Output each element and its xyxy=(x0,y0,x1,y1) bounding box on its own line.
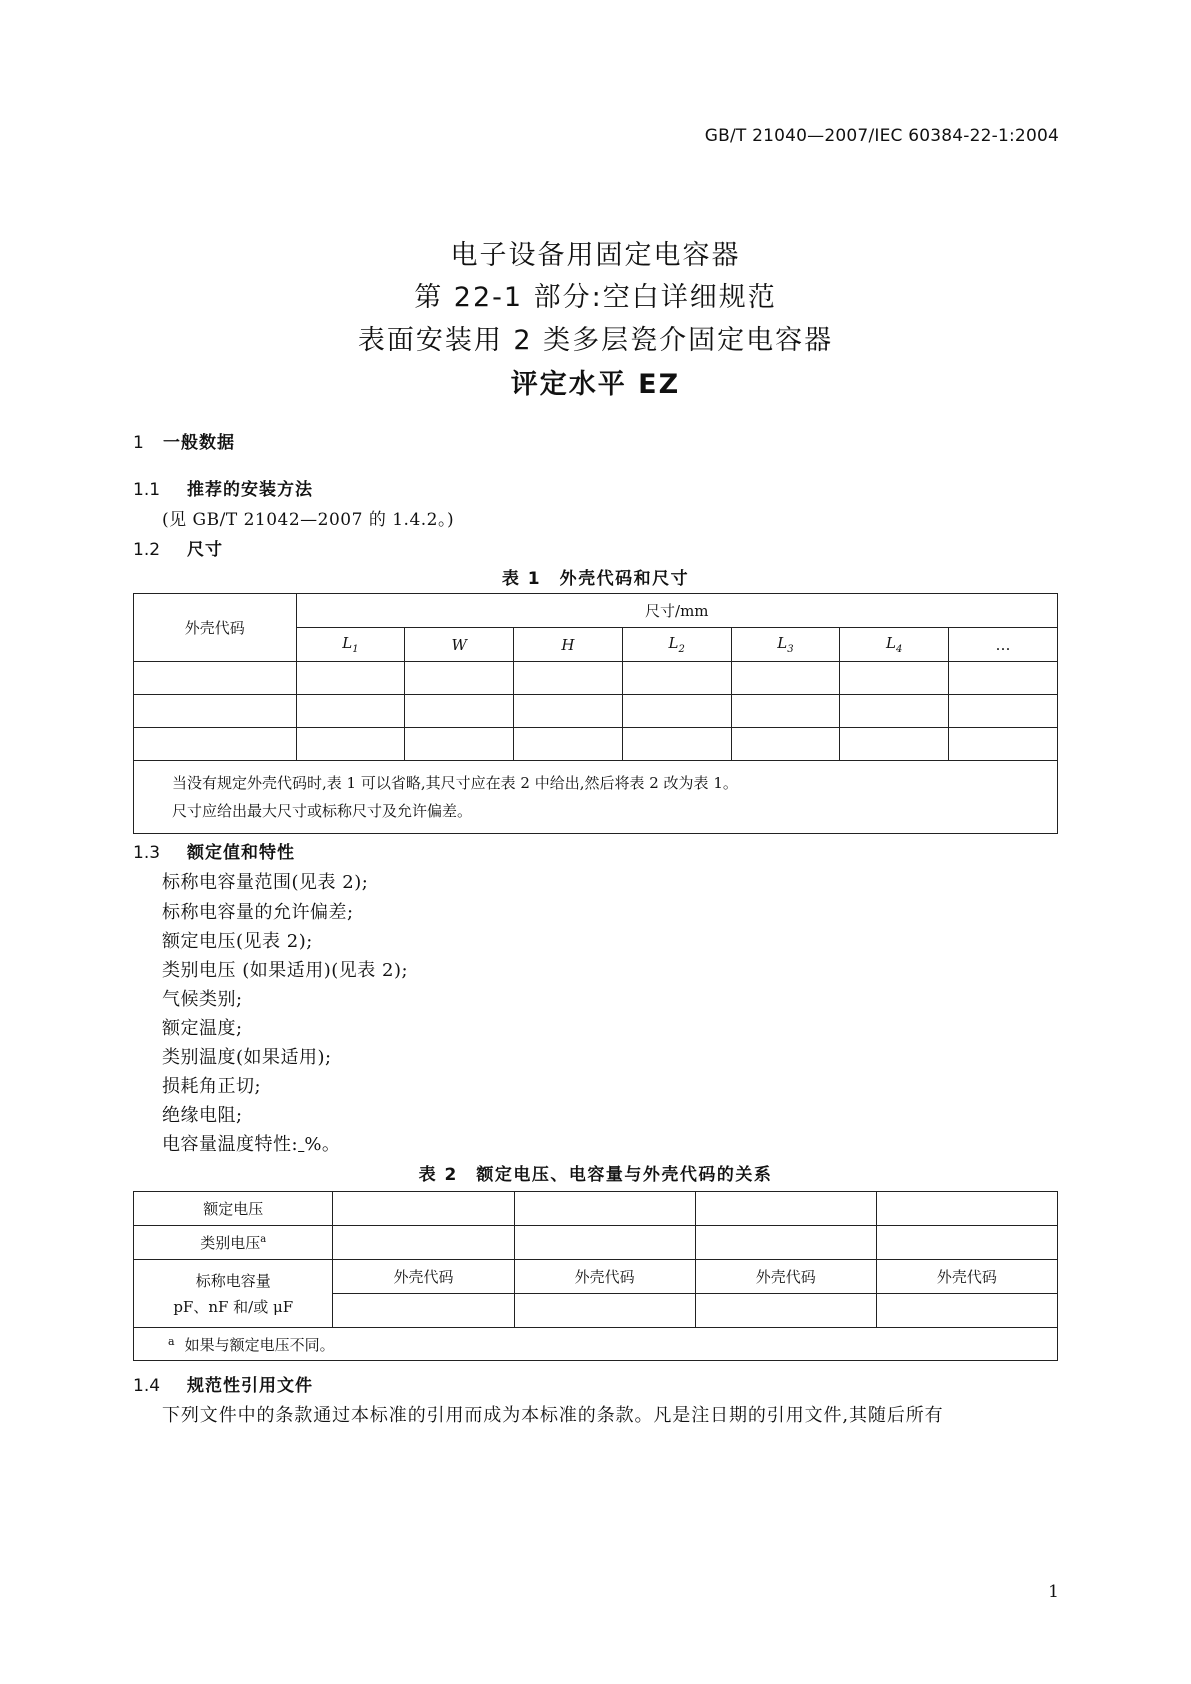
section-number: 1.4 xyxy=(133,1376,161,1396)
section-1-heading xyxy=(133,428,235,453)
table-1-note-1: 当没有规定外壳代码时,表 1 可以省略,其尺寸应在表 2 中给出,然后将表 2 改为表 1。 xyxy=(172,774,738,792)
category-voltage-label: 类别电压$^a$ xyxy=(134,1226,333,1260)
col-l2: $L_2$ xyxy=(622,628,731,662)
section-title: 额定值和特性 xyxy=(187,843,295,863)
section-number: 1 xyxy=(133,433,144,453)
section-title: 规范性引用文件 xyxy=(187,1376,313,1396)
characteristic-item-temp xyxy=(162,1130,340,1156)
section-1-2-heading xyxy=(133,535,223,560)
table-1-row-header: 外壳代码 xyxy=(134,594,297,662)
table-1 xyxy=(133,593,1058,834)
col-l1: $L_1$ xyxy=(296,628,405,662)
table-1-notes xyxy=(134,761,1058,834)
section-title: 尺寸 xyxy=(187,540,223,560)
characteristic-item: 损耗角正切; xyxy=(162,1076,262,1097)
page-number: 1 xyxy=(1048,1582,1059,1602)
normative-references-text: 下列文件中的条款通过本标准的引用而成为本标准的条款。凡是注日期的引用文件,其随后所有 xyxy=(162,1405,944,1426)
characteristic-item: 标称电容量范围(见表 2); xyxy=(162,872,369,893)
case-code-header: 外壳代码 xyxy=(514,1260,695,1294)
characteristic-item: 标称电容量的允许偏差; xyxy=(162,902,354,923)
temp-char-suffix: %。 xyxy=(304,1134,341,1155)
col-ellipsis: … xyxy=(949,628,1058,662)
characteristic-item: 气候类别; xyxy=(162,989,243,1010)
col-l3: $L_3$ xyxy=(731,628,840,662)
case-code-header: 外壳代码 xyxy=(876,1260,1057,1294)
mounting-method-text: (见 GB/T 21042—2007 的 1.4.2。) xyxy=(162,510,455,530)
section-1-3-heading xyxy=(133,838,295,863)
title-line-4: 评定水平 EZ xyxy=(510,369,681,400)
table-2-footnote: $^a$ 如果与额定电压不同。 xyxy=(134,1328,1058,1361)
characteristic-item: 额定温度; xyxy=(162,1018,243,1039)
table-1-note-2: 尺寸应给出最大尺寸或标称尺寸及允许偏差。 xyxy=(172,802,473,820)
table-row xyxy=(134,728,1058,761)
section-title: 推荐的安装方法 xyxy=(187,480,313,500)
capacitance-label: 标称电容量 pF、nF 和/或 μF xyxy=(134,1260,333,1328)
case-code-header: 外壳代码 xyxy=(333,1260,514,1294)
table-1-group-header: 尺寸/mm xyxy=(296,594,1057,628)
table-row xyxy=(134,662,1058,695)
title-line-2: 第 22-1 部分:空白详细规范 xyxy=(414,282,777,313)
characteristic-item: 类别温度(如果适用); xyxy=(162,1047,332,1068)
title-line-3: 表面安装用 2 类多层瓷介固定电容器 xyxy=(357,325,834,356)
col-l4: $L_4$ xyxy=(840,628,949,662)
temp-char-label: 电容量温度特性: xyxy=(162,1134,299,1155)
table-1-caption: 表 1 外壳代码和尺寸 xyxy=(501,569,690,589)
table-row xyxy=(134,695,1058,728)
section-1-1-heading xyxy=(133,475,313,500)
case-code-header: 外壳代码 xyxy=(695,1260,876,1294)
section-number: 1.2 xyxy=(133,540,161,560)
col-h: H xyxy=(514,628,623,662)
rated-voltage-label: 额定电压 xyxy=(134,1192,333,1226)
section-number: 1.3 xyxy=(133,843,161,863)
section-title: 一般数据 xyxy=(163,433,235,453)
characteristic-item: 类别电压 (如果适用)(见表 2); xyxy=(162,960,409,981)
section-number: 1.1 xyxy=(133,480,161,500)
characteristic-item: 额定电压(见表 2); xyxy=(162,931,313,952)
characteristic-item: 绝缘电阻; xyxy=(162,1105,243,1126)
table-2 xyxy=(133,1191,1058,1361)
section-1-4-heading xyxy=(133,1371,313,1396)
col-w: W xyxy=(405,628,514,662)
title-line-1: 电子设备用固定电容器 xyxy=(450,240,741,271)
standard-code: GB/T 21040—2007/IEC 60384-22-1:2004 xyxy=(704,126,1059,146)
table-2-caption: 表 2 额定电压、电容量与外壳代码的关系 xyxy=(418,1165,773,1185)
